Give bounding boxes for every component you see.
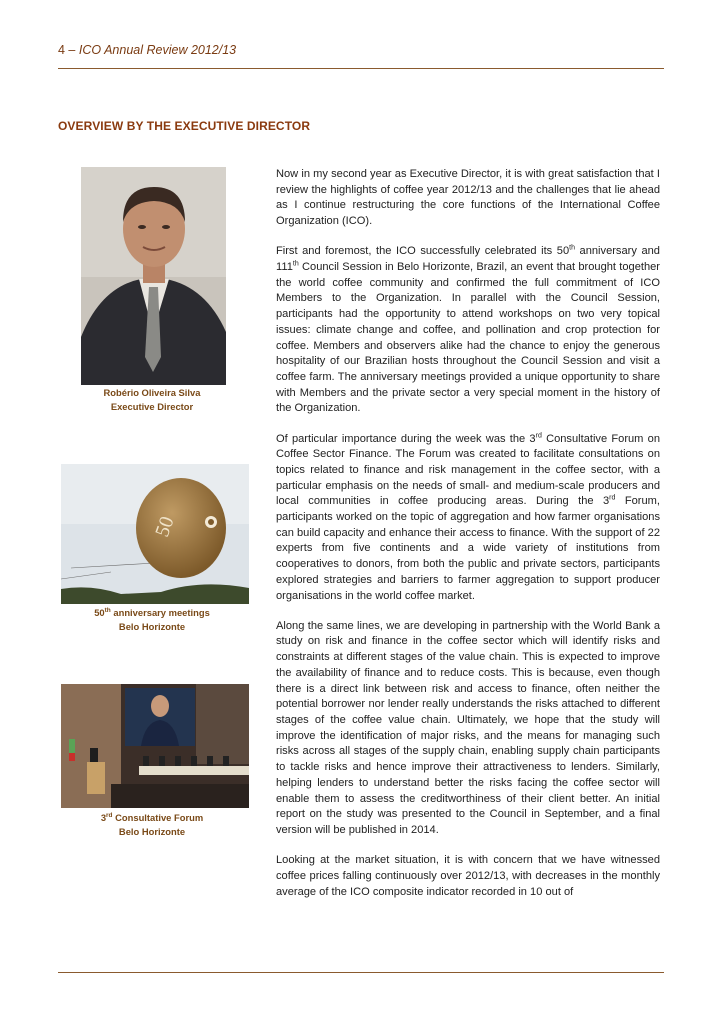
caption-role: Executive Director [110, 401, 194, 412]
anniversary-balloon-photo [61, 464, 249, 604]
caption-name: Robério Oliveira Silva [103, 387, 201, 398]
caption-location: Belo Horizonte [118, 621, 186, 633]
footer-rule [58, 972, 664, 973]
balloon-illustration [61, 464, 249, 604]
paragraph-3: Of particular importance during the week was the 3rd Consultative Forum on Coffee Sector Finance. The Forum was created to facilitate consultations on topics related to finance and risk management in the coffee sector, with a particular emphasis on the needs of small- and medium-scale producers and local communities in coffee producing areas. During the 3rd Forum, participants worked on the topic of aggregation and how farmer organisations can build capacity and enhance their access to finance. With the support of 22 experts from five continents and a wide variety of institutions from cooperatives to donors, from both the public and private sectors, participants explored strategies and barriers to farmer aggregation to support producer organisations in the world coffee market. [276, 431, 660, 602]
caption-location: Belo Horizonte [118, 826, 186, 838]
paragraph-2: First and foremost, the ICO successfully celebrated its 50th anniversary and 111th Council Session in Belo Horizonte, Brazil, an event that brought together the world coffee community and confirmed the full commitment of ICO Members to the Organization. In parallel with the Council Session, participants had the opportunity to attend workshops on two very topical issues: climate change and coffee, and pollination and crop protection for coffee. Members and observers alike had the chance to enjoy the generous hospitality of our Brazilian hosts throughout the Council Session and visit a coffee farm. The anniversary meetings provided a unique opportunity to share with Members and the private sector a very special moment in the history of the Organization. [276, 244, 660, 415]
header-separator: – [64, 43, 79, 57]
portrait-illustration [81, 167, 226, 385]
paragraph-4: Along the same lines, we are developing in partnership with the World Bank a study on risk and finance in the coffee sector which will identify risks and constraints at different stages of the value chain. This is expected to improve the availability of finance and to reduce costs. This is because, even though there is a direct link between risk and access to finance, often neither the potential borrower nor lender really understands the risks attached to different stages of the coffee value chain. Ultimately, we hope that the study will improve the identification of major risks, and the means for managing such risks across all stages of the supply chain, enabling supply chain participants to tackle risks and hence improve their attractiveness to lenders. Similarly, helping lenders to understand better the risks facing the coffee sector will enable them to assess the creditworthiness of their client better. An initial report on the study was presented to the Council in September, and a final version will be published in 2014. [276, 619, 660, 836]
executive-director-portrait [81, 167, 226, 385]
article-body [276, 167, 660, 915]
paragraph-1: Now in my second year as Executive Director, it is with great satisfaction that I review the highlights of coffee year 2012/13 and the challenges that lie ahead as I continue restructuring the core functions of the International Coffee Organization (ICO). [276, 168, 660, 228]
paragraph-5: Looking at the market situation, it is with concern that we have witnessed coffee prices falling continuously over 2012/13, with decreases in the monthly average of the ICO composite indicator recorded in 10 out of [276, 854, 660, 898]
header-rule [58, 68, 664, 69]
caption-event: 50th anniversary meetings [94, 607, 210, 619]
portrait-caption [57, 386, 247, 414]
forum-illustration [61, 684, 249, 808]
anniversary-caption [57, 604, 247, 634]
caption-event: 3rd Consultative Forum [100, 812, 204, 824]
section-title: OVERVIEW BY THE EXECUTIVE DIRECTOR [58, 119, 311, 133]
forum-caption [57, 809, 247, 839]
running-header [58, 43, 236, 57]
publication-title: ICO Annual Review 2012/13 [78, 43, 237, 57]
consultative-forum-photo [61, 684, 249, 808]
page-number: 4 [58, 43, 65, 57]
balloon-label: 50 [151, 513, 179, 540]
